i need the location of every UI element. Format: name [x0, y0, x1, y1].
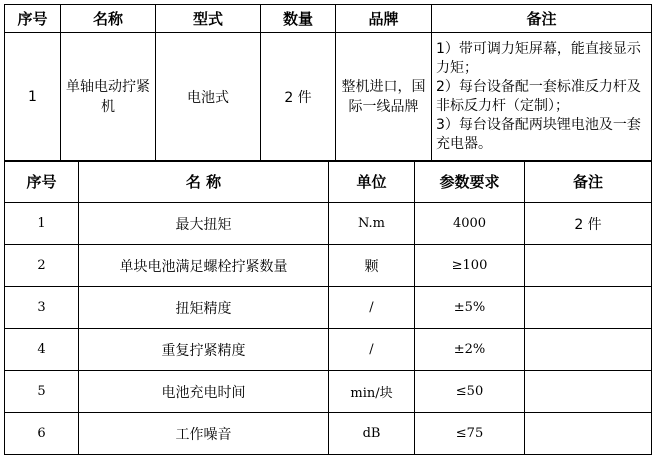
- table-row: [5, 329, 652, 371]
- param-no: 1: [5, 203, 79, 245]
- param-note: [525, 287, 652, 329]
- param-unit: /: [329, 287, 415, 329]
- param-header-unit: 单位: [329, 161, 415, 203]
- param-name: 最大扭矩: [79, 203, 329, 245]
- param-unit: 颗: [329, 245, 415, 287]
- param-no: 6: [5, 413, 79, 455]
- param-name: 电池充电时间: [79, 371, 329, 413]
- param-name: 工作噪音: [79, 413, 329, 455]
- param-header-name: 名 称: [79, 161, 329, 203]
- param-header-req: 参数要求: [415, 161, 525, 203]
- row-type: 电池式: [156, 33, 261, 162]
- equipment-row: [5, 33, 652, 162]
- param-note: [525, 371, 652, 413]
- row-name-text: 单轴电动拧紧机: [66, 79, 150, 115]
- row-name: [61, 33, 156, 162]
- param-no: 2: [5, 245, 79, 287]
- param-unit: dB: [329, 413, 415, 455]
- table-row: [5, 371, 652, 413]
- param-name: 重复拧紧精度: [79, 329, 329, 371]
- param-name: 单块电池满足螺栓拧紧数量: [79, 245, 329, 287]
- note-1: 1）带可调力矩屏幕，能直接显示力矩；: [436, 41, 641, 76]
- table-row: [5, 203, 652, 245]
- parameter-header-row: [5, 161, 652, 203]
- param-header-note: 备注: [525, 161, 652, 203]
- param-note: [525, 245, 652, 287]
- row-brand-text: 整机进口，国际一线品牌: [341, 79, 426, 115]
- param-no: 4: [5, 329, 79, 371]
- note-2: 2）每台设备配一套标准反力杆及非标反力杆（定制）；: [436, 79, 641, 114]
- header-notes: 备注: [432, 5, 652, 33]
- row-brand: [336, 33, 432, 162]
- header-name: 名称: [61, 5, 156, 33]
- parameter-table: [4, 160, 652, 455]
- param-req: 4000: [415, 203, 525, 245]
- note-3: 3）每台设备配两块锂电池及一套充电器。: [436, 117, 641, 152]
- param-note: 2 件: [525, 203, 652, 245]
- param-note: [525, 329, 652, 371]
- param-req: ≤50: [415, 371, 525, 413]
- param-header-no: 序号: [5, 161, 79, 203]
- table-row: [5, 245, 652, 287]
- row-notes: [432, 33, 652, 162]
- table-row: [5, 287, 652, 329]
- row-qty: 2 件: [261, 33, 336, 162]
- param-note: [525, 413, 652, 455]
- header-brand: 品牌: [336, 5, 432, 33]
- param-no: 5: [5, 371, 79, 413]
- param-no: 3: [5, 287, 79, 329]
- row-no: 1: [5, 33, 61, 162]
- param-unit: N.m: [329, 203, 415, 245]
- param-req: ±2%: [415, 329, 525, 371]
- param-req: ±5%: [415, 287, 525, 329]
- param-req: ≤75: [415, 413, 525, 455]
- param-name: 扭矩精度: [79, 287, 329, 329]
- header-qty: 数量: [261, 5, 336, 33]
- param-unit: /: [329, 329, 415, 371]
- header-no: 序号: [5, 5, 61, 33]
- param-unit: min/块: [329, 371, 415, 413]
- equipment-header-row: [5, 5, 652, 33]
- equipment-table: [4, 4, 652, 162]
- table-row: [5, 413, 652, 455]
- param-req: ≥100: [415, 245, 525, 287]
- header-type: 型式: [156, 5, 261, 33]
